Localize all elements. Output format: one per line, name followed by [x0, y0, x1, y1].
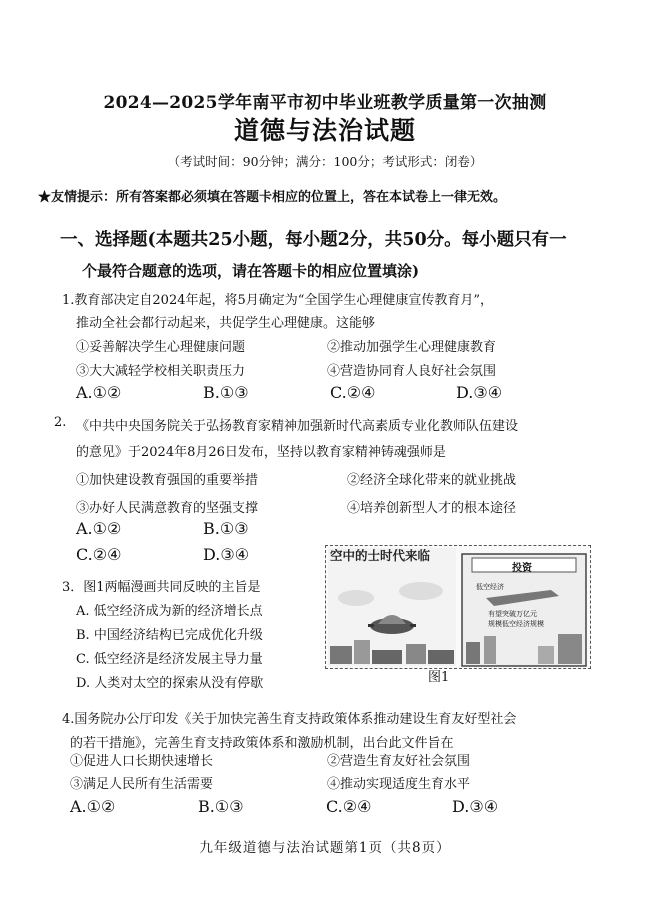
- q3-option-b: B. 中国经济结构已完成优化升级: [76, 628, 263, 643]
- cartoon-right-label1: 低空经济: [476, 583, 504, 591]
- figure-1-cartoons: [325, 545, 591, 669]
- q2-option-b: B.①③: [203, 519, 249, 538]
- exam-info: （考试时间：90分钟；满分：100分；考试形式：闭卷）: [167, 154, 483, 169]
- q4-option-d: D.③④: [452, 797, 499, 816]
- q2-number: 2.: [54, 415, 67, 430]
- q1-option-b: B.①③: [203, 383, 249, 402]
- q4-item3: ③满足人民所有生活需要: [70, 777, 214, 792]
- building-icon: [406, 644, 426, 664]
- q4-option-b: B.①③: [198, 797, 244, 816]
- figure-1-caption: 图1: [428, 670, 450, 685]
- cloud-icon: [399, 582, 443, 600]
- building-icon: [558, 634, 582, 664]
- q2-item1: ①加快建设教育强国的重要举措: [76, 473, 259, 488]
- cartoon-right-label2: 有望突破万亿元: [488, 610, 537, 618]
- page-footer: 九年级道德与法治试题第1页（共8页）: [199, 840, 451, 856]
- q2-option-c: C.②④: [76, 545, 122, 564]
- car-icon: [372, 650, 402, 664]
- q2-option-a: A.①②: [76, 519, 122, 538]
- q1-option-d: D.③④: [456, 383, 503, 402]
- building-icon: [354, 640, 370, 664]
- q4-item2: ②营造生育友好社会氛围: [327, 754, 471, 769]
- q1-option-c: C.②④: [330, 383, 376, 402]
- q3-option-a: A. 低空经济成为新的经济增长点: [76, 604, 263, 619]
- q1-option-a: A.①②: [76, 383, 122, 402]
- section-heading-line1: 一、选择题(本题共25小题，每小题2分，共50分。每小题只有一: [60, 230, 567, 250]
- building-icon: [330, 646, 352, 664]
- q2-option-d: D.③④: [203, 545, 250, 564]
- q1-stem-line1: 1.教育部决定自2024年起，将5月确定为“全国学生心理健康宣传教育月”，: [62, 293, 494, 308]
- friendly-tip: ★友情提示：所有答案都必须填在答题卡相应的位置上，答在本试卷上一律无效。: [38, 190, 507, 205]
- q3-option-d: D. 人类对太空的探索从没有停歇: [76, 676, 264, 691]
- building-icon: [484, 636, 496, 664]
- q1-item2: ②推动加强学生心理健康教育: [327, 340, 497, 355]
- exam-title-line1: 2024—2025学年南平市初中毕业班教学质量第一次抽测: [103, 93, 547, 113]
- q4-stem-line1: 4.国务院办公厅印发《关于加快完善生育支持政策体系推动建设生育友好型社会: [62, 712, 517, 727]
- car-icon: [428, 650, 454, 664]
- q2-stem-line2: 的意见》于2024年8月26日发布，坚持以教育家精神铸魂强师是: [76, 445, 446, 460]
- building-icon: [466, 642, 480, 664]
- cloud-icon: [338, 590, 374, 606]
- cartoon-left-title: 空中的士时代来临: [330, 548, 431, 563]
- q4-option-a: A.①②: [70, 797, 116, 816]
- q3-stem: 3．图1两幅漫画共同反映的主旨是: [62, 580, 261, 595]
- figure-1-drawing: [326, 546, 590, 668]
- q4-item4: ④推动实现适度生育水平: [327, 777, 471, 792]
- building-icon: [538, 646, 554, 664]
- q2-stem-line1: 《中共中央国务院关于弘扬教育家精神加强新时代高素质专业化教师队伍建设: [76, 419, 519, 434]
- q4-option-c: C.②④: [326, 797, 372, 816]
- exam-title-subject: 道德与法治试题: [233, 116, 416, 145]
- q2-item3: ③办好人民满意教育的坚强支撑: [76, 501, 259, 516]
- cartoon-right-banner: 投资: [512, 563, 532, 574]
- q2-item4: ④培养创新型人才的根本途径: [347, 501, 517, 516]
- q2-item2: ②经济全球化带来的就业挑战: [347, 473, 517, 488]
- q1-item3: ③大大减轻学校相关职责压力: [76, 364, 246, 379]
- q4-stem-line2: 的若干措施》，完善生育支持政策体系和激励机制，出台此文件旨在: [70, 736, 454, 751]
- q1-item1: ①妥善解决学生心理健康问题: [76, 340, 246, 355]
- q4-item1: ①促进人口长期快速增长: [70, 754, 214, 769]
- q1-stem-line2: 推动全社会都行动起来，共促学生心理健康。这能够: [76, 316, 376, 331]
- q1-item4: ④营造协同育人良好社会氛围: [327, 364, 497, 379]
- cartoon-right-label3: 规模低空经济规模: [488, 620, 544, 628]
- q3-option-c: C. 低空经济是经济发展主导力量: [76, 652, 263, 667]
- section-heading-line2: 个最符合题意的选项，请在答题卡的相应位置填涂): [82, 262, 420, 280]
